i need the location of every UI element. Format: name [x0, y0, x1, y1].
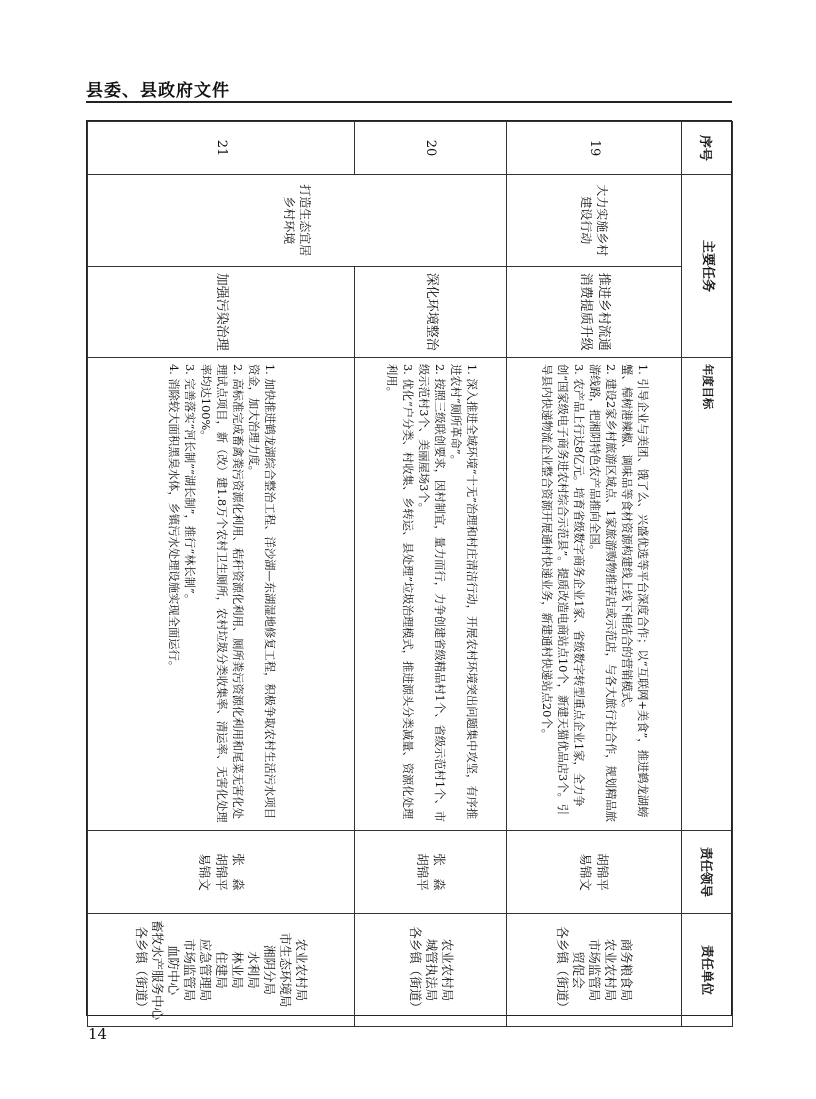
goal-item: 2. 高标准完成畜禽粪污资源化利用、秸秆资源化利用、厕所粪污资源化利用和尾菜无害化处理试点项目，新（改）建1.8万个农村卫生厕所，农村垃圾分类收集率、清运率、无害化处理率均达100%。 — [199, 364, 245, 823]
unit-name: 商务粮食局 — [619, 938, 635, 1002]
unit-name: 住建局 — [214, 951, 230, 989]
row-goals — [507, 358, 682, 831]
col-header-no: 序号 — [682, 122, 733, 175]
row-category: 打造生态宜居乡村环境 — [88, 175, 507, 267]
col-header-task: 主要任务 — [682, 175, 733, 358]
unit-name: 血防中心 — [166, 944, 182, 995]
unit-name: 农业农村局 — [603, 938, 619, 1002]
row-category: 大力实施乡村建设行动 — [507, 175, 682, 267]
row-task: 深化环境整治 — [355, 266, 507, 358]
row-units — [507, 914, 682, 1027]
leader-name: 胡锦平 — [213, 853, 229, 891]
goal-item: 3. 优化“户分类、村收集、乡转运、县处理”垃圾治理模式，推进源头分类减量、资源化处理利用。 — [384, 364, 414, 820]
leader-name: 胡锦平 — [595, 853, 611, 891]
unit-name: 湘阴分局 — [262, 944, 278, 995]
document-header-title: 县委、县政府文件 — [86, 81, 230, 101]
goal-item: 2. 建设2家乡村旅游区域点、1家旅游购物推荐店或示范店，与各大旅行社合作，规划精品旅游线路，把湘阴特色农产品推向全国。 — [588, 364, 618, 823]
header-divider — [86, 101, 732, 103]
leader-name: 胡锦平 — [414, 853, 430, 891]
row-goals — [88, 358, 355, 831]
row-task: 加强污染治理 — [88, 266, 355, 358]
goal-item: 1. 引导企业与美团、饿了么、兴盛优选等平台深度合作；以“互联网+美食”，推进鹤龙湖螃蟹、樟树港辣椒、调味品等食材资源构建线上线下相结合的营销模式。 — [620, 364, 650, 818]
goal-item: 3. 完善落实“河长制”“湖长制”，推行“林长制”。 — [183, 364, 197, 606]
unit-name: 城管执法局 — [423, 938, 439, 1002]
goal-item: 1. 加快推进鹤龙湖综合整治工程、洋沙湖—东湖湿地修复工程，积极争取农村生活污水项目资金，加大治理力度。 — [247, 364, 277, 819]
unit-name: 市场监管局 — [182, 938, 198, 1002]
table-row — [507, 122, 682, 1027]
unit-name: 各乡镇（街道） — [555, 926, 571, 1014]
task-table — [87, 121, 733, 1027]
row-leaders — [88, 831, 355, 914]
row-leaders — [507, 831, 682, 914]
unit-name: 农业农村局 — [294, 938, 310, 1002]
unit-name: 各乡镇（街道） — [407, 926, 423, 1014]
goal-item: 4. 消除较大面积黑臭水体，乡镇污水处理设施实现全面运行。 — [167, 364, 181, 673]
leader-name: 易锦文 — [578, 853, 594, 891]
goal-item: 2. 按照三级联创要求，因村制宜，量力而行，力争创建省级精品村1个、省级示范村1个、市级示范村3个、美丽屋场3个。 — [416, 364, 446, 823]
col-header-goal: 年度目标 — [682, 358, 733, 831]
leader-name: 张 淼 — [431, 853, 447, 891]
unit-name: 水利局 — [246, 951, 262, 989]
unit-name: 市生态环境局 — [278, 932, 294, 1008]
table-row — [355, 122, 507, 1027]
goal-item: 3. 农产品上行达8亿元。培育省级数字商务企业1家、省级数字转型重点企业1家，全力争创“国家级电子商务进农村综合示范县”。提质改造电商站点10个，新建天猫优品店3个。引导县内快递物流企业整合资源开展通村快递业务，新建通村快递站点20个。 — [540, 364, 586, 816]
row-number: 21 — [88, 122, 355, 175]
row-number: 20 — [355, 122, 507, 175]
unit-name: 林业局 — [230, 951, 246, 989]
unit-name: 畜牧水产服务中心 — [150, 920, 166, 1021]
leader-name: 张 淼 — [230, 853, 246, 891]
unit-name: 应急管理局 — [198, 938, 214, 1002]
row-leaders — [355, 831, 507, 914]
row-task: 推进乡村流通消费提质升级 — [507, 266, 682, 358]
col-header-unit: 责任单位 — [682, 914, 733, 1027]
unit-name: 农业农村局 — [439, 938, 455, 1002]
row-number: 19 — [507, 122, 682, 175]
col-header-leader: 责任领导 — [682, 831, 733, 914]
goal-item: 1. 深入推进全域环境“十无”治理和村庄清洁行动，开展农村环境突出问题集中攻坚，有序推进农村“厕所革命”。 — [448, 364, 478, 820]
rotated-table-frame — [86, 120, 732, 1021]
page-number: 14 — [88, 1025, 108, 1043]
row-units — [88, 914, 355, 1027]
leader-name: 易锦文 — [196, 853, 212, 891]
rotated-table-container — [87, 121, 733, 1021]
unit-name: 贸促会 — [571, 951, 587, 989]
row-goals — [355, 358, 507, 831]
table-header-row — [682, 122, 733, 1027]
unit-name: 市场监管局 — [587, 938, 603, 1002]
row-units — [355, 914, 507, 1027]
unit-name: 各乡镇（街道） — [134, 926, 150, 1014]
